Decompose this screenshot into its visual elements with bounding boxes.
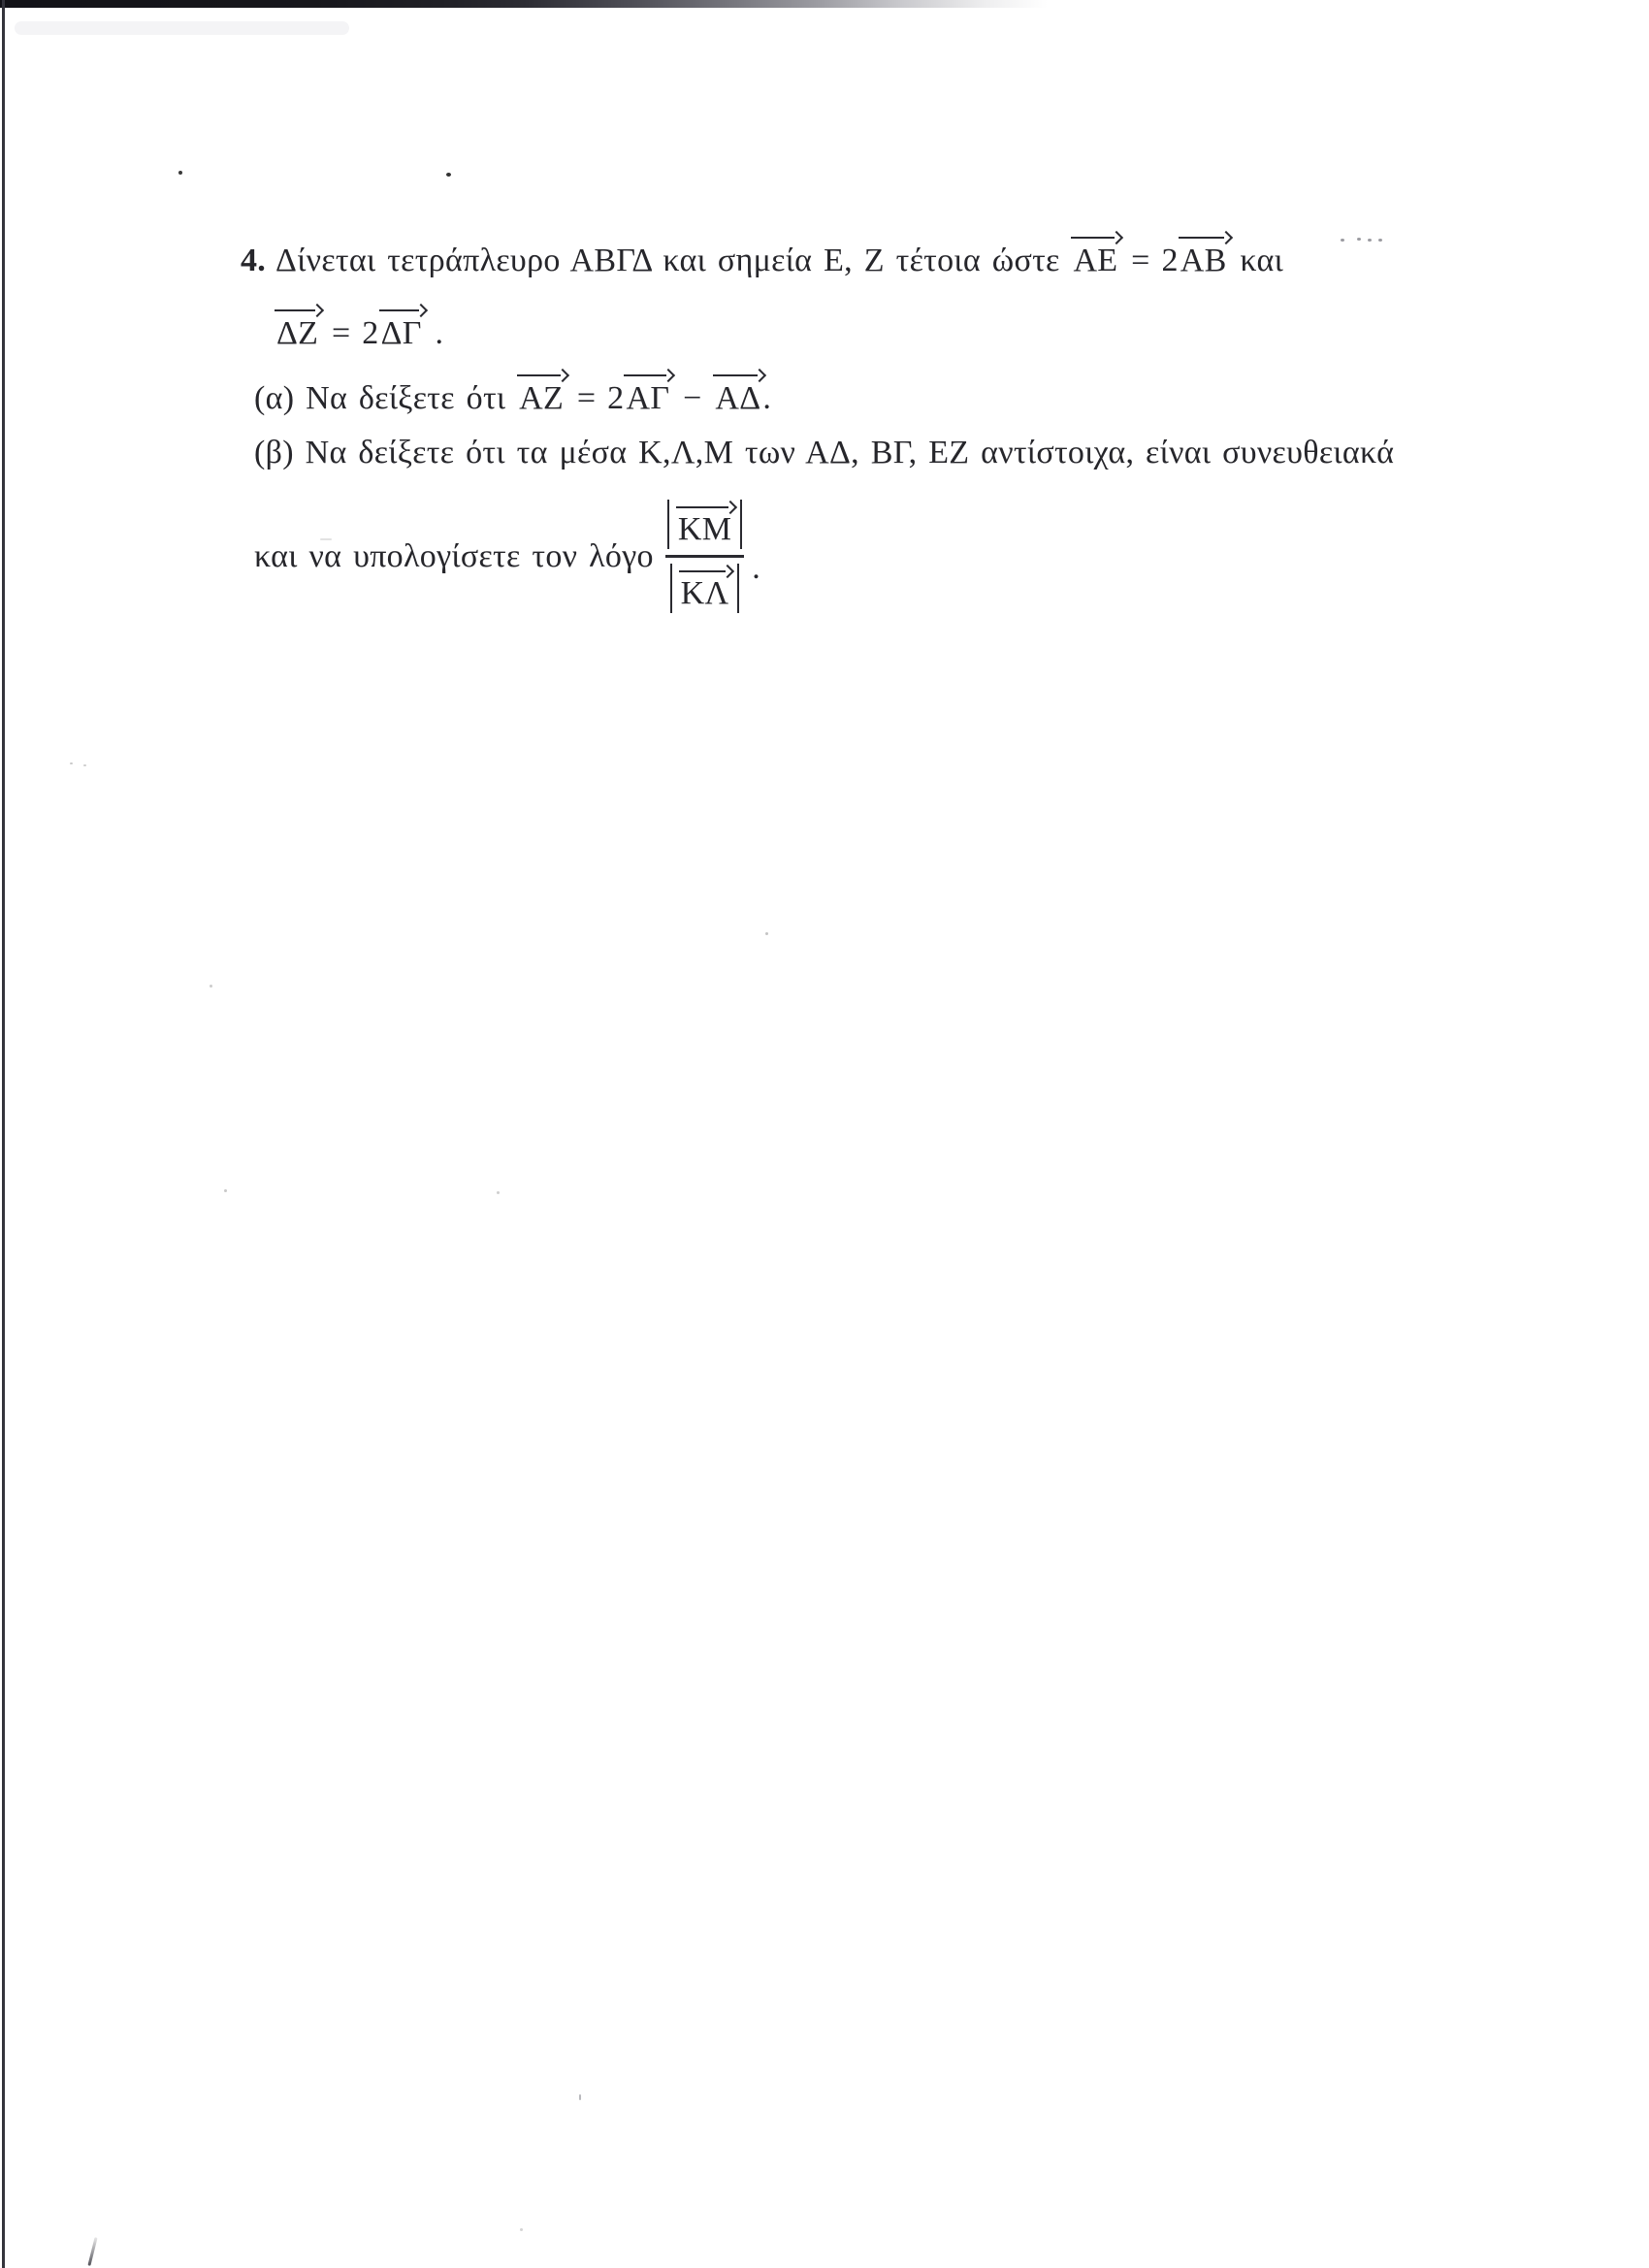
vector-DZ: ΔΖ <box>276 314 318 354</box>
line1-text-intro: Δίνεται τετράπλευρο ΑΒΓΔ και σημεία Ε, Ζ τέτοια ώστε <box>266 243 1072 278</box>
vector-AB: ΑΒ <box>1180 242 1227 281</box>
line4-text: (β) Να δείξετε ότι τα μέσα Κ,Λ,Μ των ΑΔ, ΒΓ, ΕΖ αντίστοιχα, είναι συνευθειακά <box>254 435 1395 470</box>
scanner-left-edge-line <box>2 0 5 2268</box>
fraction-denominator <box>665 558 744 614</box>
problem-line-5 <box>254 498 760 616</box>
scanner-edge-artifact <box>0 0 1048 8</box>
problem-line-3 <box>254 379 771 419</box>
vector-KM: ΚΜ <box>677 511 732 548</box>
line3-equals: = 2 <box>566 380 625 416</box>
scan-speck <box>579 2094 581 2100</box>
line3-minus: − <box>671 380 714 416</box>
problem-line-4 <box>254 434 1394 473</box>
line3-text-intro: (α) Να δείξετε ότι <box>254 380 518 416</box>
line5-period: . <box>752 550 761 587</box>
vector-AE: ΑΕ <box>1073 242 1117 281</box>
line3-period: . <box>762 380 772 416</box>
scan-smudge <box>15 21 349 35</box>
scan-speck <box>70 762 73 764</box>
scan-speck <box>224 1189 227 1192</box>
vector-AZ: ΑΖ <box>519 379 564 419</box>
scan-speck <box>178 171 182 175</box>
line1-text-tail: και <box>1228 243 1284 278</box>
vector-KL: ΚΛ <box>680 575 729 611</box>
problem-line-1 <box>241 242 1283 281</box>
pen-mark <box>87 2237 97 2266</box>
problem-line-2 <box>275 314 443 354</box>
absolute-value-bars <box>670 564 740 613</box>
scan-speck <box>497 1191 500 1194</box>
absolute-value-bars <box>667 500 742 549</box>
fraction-numerator <box>665 500 744 558</box>
scan-speck <box>765 932 768 935</box>
problem-number: 4. <box>241 243 267 278</box>
scan-speck <box>446 173 451 177</box>
line1-equals: = 2 <box>1119 243 1179 278</box>
vector-AD: ΑΔ <box>715 379 760 419</box>
ratio-fraction <box>665 500 744 614</box>
line2-equals: = 2 <box>320 315 379 351</box>
vector-AG: ΑΓ <box>626 379 669 419</box>
line2-period: . <box>423 315 444 351</box>
scan-speck <box>520 2228 523 2231</box>
scan-speck <box>83 764 86 766</box>
vector-DG: ΔΓ <box>381 314 422 354</box>
line5-text-intro: και να υπολογίσετε τον λόγο <box>254 537 654 574</box>
scan-speck <box>210 985 212 988</box>
